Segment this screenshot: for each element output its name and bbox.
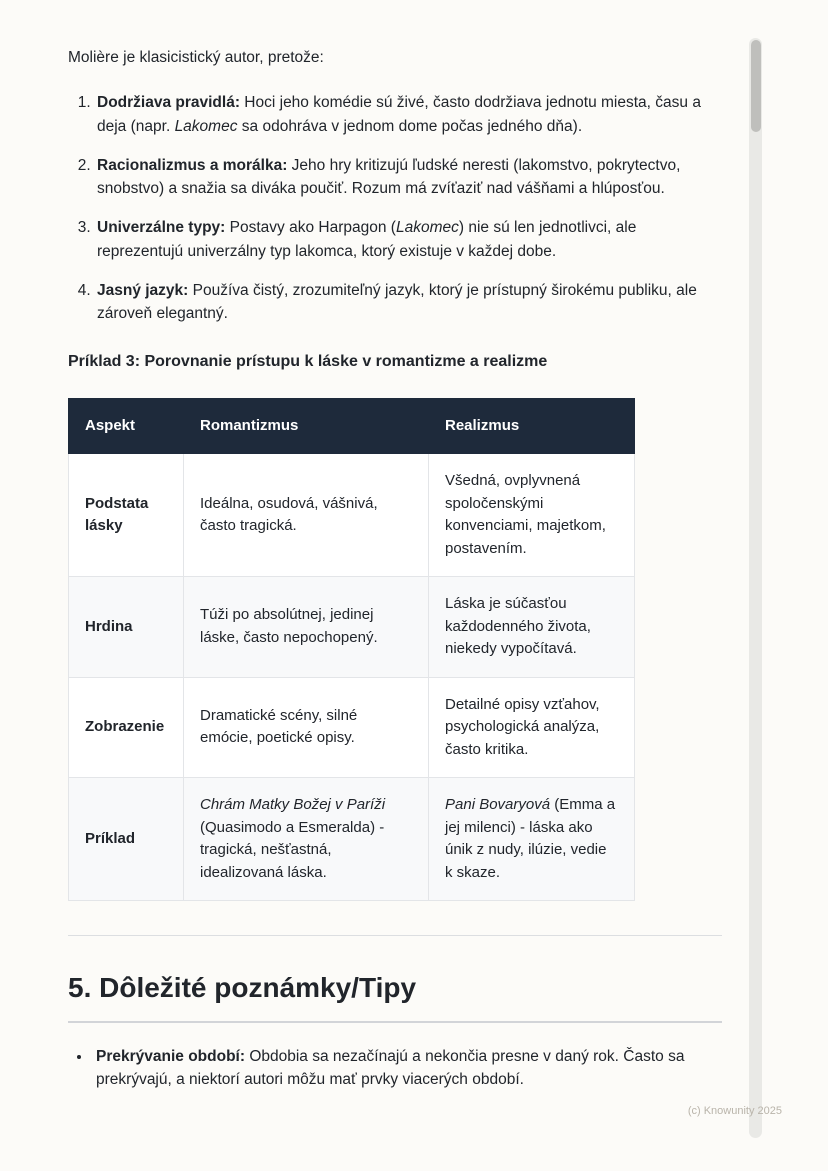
table-header-row — [69, 398, 635, 454]
table-cell: Všedná, ovplyvnená spoločenskými konvenciami, majetkom, postavením. — [429, 454, 635, 577]
section-divider — [68, 935, 722, 936]
scrollbar-thumb[interactable] — [751, 40, 761, 132]
list-item: 3. Univerzálne typy: Postavy ako Harpagon (Lakomec) nie sú len jednotlivci, ale reprezentujú univerzálny typ lakomca, ktorý existuje v každej dobe. — [95, 216, 722, 263]
comparison-table — [68, 398, 635, 902]
scrollbar-track[interactable] — [749, 38, 762, 1138]
bullet-list — [68, 1045, 722, 1092]
table-heading: Príklad 3: Porovnanie prístupu k láske v romantizme a realizme — [68, 353, 548, 371]
table-cell: Dramatické scény, silné emócie, poetické opisy. — [184, 677, 429, 778]
table-cell: Ideálna, osudová, vášnivá, často tragická. — [184, 454, 429, 577]
table-body — [69, 454, 635, 901]
table-row — [69, 454, 635, 577]
heading-underline — [68, 1021, 722, 1023]
column-header: Realizmus — [429, 398, 635, 454]
numbered-list — [68, 91, 722, 325]
column-header: Romantizmus — [184, 398, 429, 454]
table-row — [69, 577, 635, 678]
row-label: Hrdina — [69, 577, 184, 678]
list-item: • Prekrývanie období: Obdobia sa nezačínajú a nekončia presne v daný rok. Často sa prekrývajú, a niektorí autori môžu mať prvky viacerých období. — [92, 1045, 722, 1092]
column-header: Aspekt — [69, 398, 184, 454]
watermark: (c) Knowunity 2025 — [687, 1104, 782, 1117]
table-row — [69, 677, 635, 778]
table-cell: Detailné opisy vzťahov, psychologická analýza, často kritika. — [429, 677, 635, 778]
table-cell: Chrám Matky Božej v Paríži (Quasimodo a Esmeralda) - tragická, nešťastná, idealizovaná láska. — [184, 778, 429, 901]
intro-paragraph: Molière je klasicistický autor, pretože: — [68, 49, 324, 66]
list-item: 2. Racionalizmus a morálka: Jeho hry kritizujú ľudské neresti (lakomstvo, pokrytectvo, snobstvo) a snažia sa diváka poučiť. Rozum má zvíťaziť nad vášňami a hlúposťou. — [95, 154, 722, 201]
table-row — [69, 778, 635, 901]
row-label: Podstata lásky — [69, 454, 184, 577]
table-header — [69, 398, 635, 454]
list-item: 4. Jasný jazyk: Používa čistý, zrozumiteľný jazyk, ktorý je prístupný širokému publiku, ale zároveň elegantný. — [95, 279, 722, 326]
list-item: 1. Dodržiava pravidlá: Hoci jeho komédie sú živé, často dodržiava jednotu miesta, času a deja (napr. Lakomec sa odohráva v jednom dome počas jedného dňa). — [95, 91, 722, 138]
table-cell: Láska je súčasťou každodenného života, niekedy vypočítavá. — [429, 577, 635, 678]
row-label: Zobrazenie — [69, 677, 184, 778]
row-label: Príklad — [69, 778, 184, 901]
table-cell: Túži po absolútnej, jedinej láske, často nepochopený. — [184, 577, 429, 678]
table-cell: Pani Bovaryová (Emma a jej milenci) - láska ako únik z nudy, ilúzie, vedie k skaze. — [429, 778, 635, 901]
document-content — [68, 46, 722, 1106]
section-heading: 5. Dôležité poznámky/Tipy — [68, 972, 417, 1004]
